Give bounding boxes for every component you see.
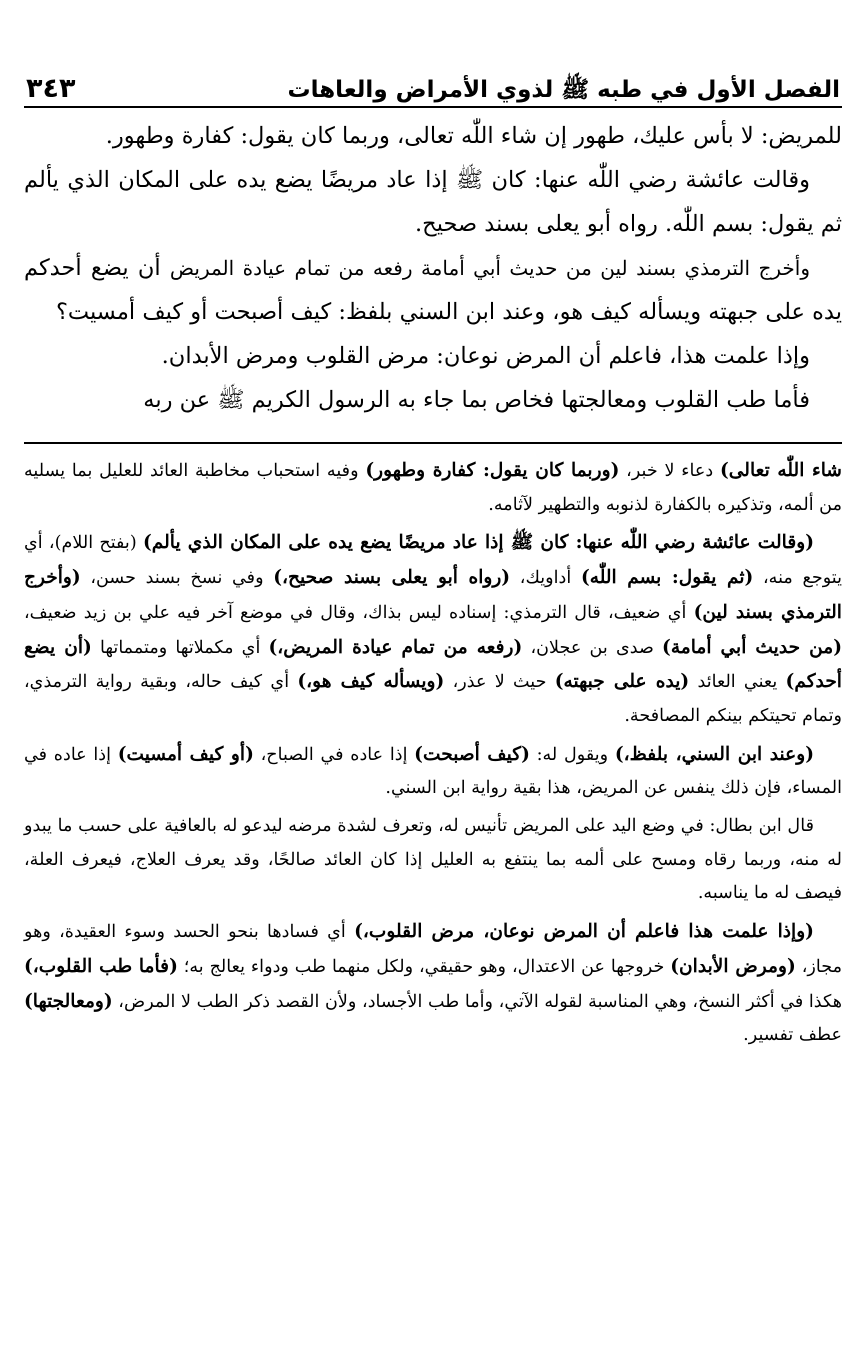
commentary-quote: (من حديث أبي أمامة): [662, 636, 843, 658]
commentary-quote: (ويسأله كيف هو،): [297, 671, 445, 693]
commentary-quote: (فأما طب القلوب،): [24, 955, 178, 977]
main-paragraph-3: [24, 246, 842, 334]
commentary-quote: (رواه أبو يعلى بسند صحيح،): [273, 567, 511, 589]
commentary-quote: (ومرض الأبدان): [670, 955, 796, 977]
commentary-text: (بفتح اللام)، أي يتوجع منه،: [24, 533, 843, 589]
commentary-quote: (كيف أصبحت): [414, 743, 530, 765]
commentary-quote: (وربما كان يقول: كفارة وطهور): [365, 460, 620, 481]
commentary-text: دعاء لا خبر،: [619, 461, 720, 481]
commentary-text: أي فسادها بنحو الحسد وسوء العقيدة، وهو مجاز،: [24, 922, 843, 977]
commentary-quote: (أو كيف أمسيت): [117, 743, 254, 765]
commentary-quote: (ومعالجتها): [24, 990, 113, 1012]
commentary-text: وفي نسخ بسند حسن،: [80, 568, 274, 589]
commentary-quote: شاء اللّٰه تعالى): [720, 460, 842, 481]
commentary-text: هكذا في أكثر النسخ، وهي المناسبة لقوله الآتي، وأما طب الأجساد، ولأن القصد ذكر الطب لا المرض،: [112, 991, 842, 1012]
commentary-text: عطف تفسير.: [743, 1025, 842, 1046]
commentary-section: [24, 454, 842, 1053]
main-paragraph-3-first-line: وأخرج الترمذي بسند لين من حديث أبي أمامة رفعه من تمام عيادة المريض: [169, 256, 810, 280]
commentary-paragraph-5: [24, 915, 842, 1053]
commentary-quote: (يده على جبهته): [554, 671, 690, 693]
commentary-paragraph-4: [24, 810, 842, 911]
commentary-text: يعني العائد: [689, 672, 786, 693]
commentary-text: وفيه استحباب مخاطبة العائد للعليل بما يسليه من ألمه، وتذكيره بالكفارة لذنوبه والتطهير لآثامه.: [24, 461, 842, 515]
commentary-text: قال ابن بطال: في وضع اليد على المريض تأنيس له، وتعرف لشدة مرضه ليدعو له بالعافية على حسب ما يبدو له منه، وربما رقاه ومسح على ألمه بما ينتفع به العليل إذا كان العائد صالحًا، وقد يعرف العلاج، فيعرف العلة، فيصف له ما يناسبه.: [24, 816, 842, 904]
commentary-paragraph-3: [24, 738, 842, 806]
commentary-paragraph-2: [24, 526, 842, 733]
book-page: [24, 60, 842, 1344]
commentary-text: أداويك،: [510, 568, 581, 589]
main-paragraph-4: وإذا علمت هذا، فاعلم أن المرض نوعان: مرض القلوب ومرض الأبدان.: [161, 343, 810, 369]
main-paragraph-2: وقالت عائشة رضي اللّٰه عنها: كان ﷺ إذا عاد مريضًا يضع يده على المكان الذي يألم ثم يقول: بسم اللّٰه. رواه أبو يعلى بسند صحيح.: [24, 167, 842, 237]
chapter-title: الفصل الأول في طبه ﷺ لذوي الأمراض والعاهات: [287, 77, 840, 103]
commentary-text: ويقول له:: [529, 744, 615, 765]
commentary-quote: (وعند ابن السني، بلفظ،): [614, 743, 815, 765]
main-text: [24, 114, 842, 422]
main-paragraph-3-rest: أن يضع أحدكم يده على جبهته ويسأله كيف هو، وعند ابن السني بلفظ: كيف أصبحت أو كيف أمسيت؟: [24, 255, 842, 325]
commentary-text: أي ضعيف، قال الترمذي: إسناده ليس بذاك، وقال في موضع آخر فيه علي بن زيد ضعيف،: [24, 602, 694, 623]
commentary-text: صدى بن عجلان،: [522, 637, 663, 658]
commentary-quote: (أن يضع أحدكم): [24, 636, 842, 693]
commentary-text: حيث لا عذر،: [444, 672, 555, 693]
commentary-text: أي كيف حاله، وبقية رواية الترمذي، وتمام تحيتكم بينكم المصافحة.: [24, 672, 842, 726]
main-paragraph-1: للمريض: لا بأس عليك، طهور إن شاء اللّٰه تعالى، وربما كان يقول: كفارة وطهور.: [105, 123, 842, 149]
footnote-divider: [24, 442, 842, 444]
commentary-quote: (رفعه من تمام عيادة المريض،): [268, 636, 523, 658]
commentary-quote: (وإذا علمت هذا فاعلم أن المرض نوعان، مرض القلوب،): [354, 921, 814, 943]
running-header: [24, 60, 842, 108]
commentary-quote: (ثم يقول: بسم اللّٰه): [580, 567, 754, 589]
commentary-quote: (وقالت عائشة رضي اللّٰه عنها: كان ﷺ إذا عاد مريضًا يضع يده على المكان الذي يألم): [142, 532, 814, 554]
commentary-text: خروجها عن الاعتدال، وهو حقيقي، ولكل منهما طب ودواء يعالج به؛: [177, 956, 671, 977]
main-paragraph-5: فأما طب القلوب ومعالجتها فخاص بما جاء به الرسول الكريم ﷺ عن ربه: [143, 387, 810, 413]
commentary-paragraph-1: [24, 454, 842, 522]
commentary-text: إذا عاده في المساء، فإن ذلك ينفس عن المريض، هذا بقية رواية ابن السني.: [24, 744, 842, 799]
commentary-text: إذا عاده في الصباح،: [253, 744, 415, 765]
commentary-text: أي مكملاتها ومتمماتها: [91, 637, 269, 658]
page-number: ٣٤٣: [26, 73, 76, 104]
commentary-quote: (وأخرج الترمذي بسند لين): [24, 567, 842, 623]
